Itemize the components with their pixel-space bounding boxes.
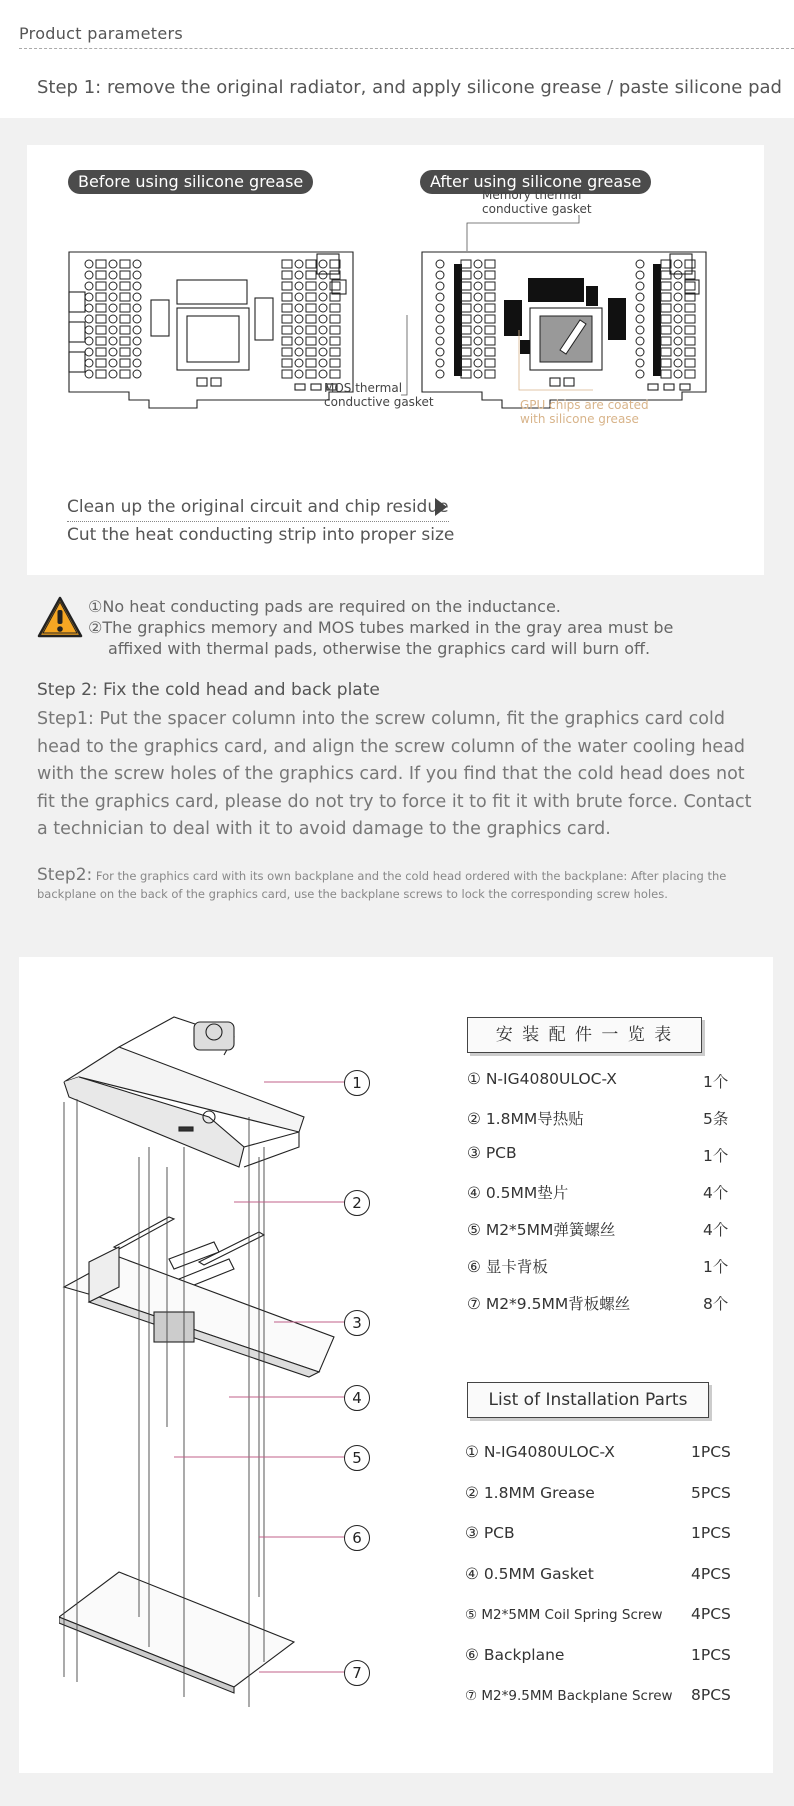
pcb-component	[120, 370, 130, 378]
part-name: ② 1.8MM导热贴	[467, 1110, 584, 1128]
pcb-component	[685, 337, 695, 345]
warning-note-2-cont: affixed with thermal pads, otherwise the graphics card will burn off.	[108, 639, 651, 658]
pcb-component	[485, 359, 495, 367]
part-qty: 4个	[703, 1184, 729, 1202]
pcb-component	[282, 304, 292, 312]
pcb-component	[282, 348, 292, 356]
pcb-component	[109, 370, 117, 378]
pcb-component	[295, 304, 303, 312]
step2-paragraph-2	[37, 866, 767, 903]
pcb-component	[436, 271, 444, 279]
pcb-component	[133, 293, 141, 301]
pcb-component	[674, 315, 682, 323]
pcb-component	[636, 326, 644, 334]
pcb-component	[485, 337, 495, 345]
pcb-component	[282, 293, 292, 301]
pcb-component	[306, 304, 316, 312]
pcb-component	[96, 271, 106, 279]
pcb-component	[85, 359, 93, 367]
pcb-component	[661, 370, 671, 378]
pcb-component	[120, 293, 130, 301]
pcb-component	[109, 348, 117, 356]
pcb-component	[674, 370, 682, 378]
pcb-component	[474, 326, 482, 334]
pcb-component	[319, 271, 327, 279]
pcb-component	[461, 315, 471, 323]
pcb-component	[109, 271, 117, 279]
pcb-component	[282, 337, 292, 345]
pcb-component	[436, 260, 444, 268]
pcb-component	[636, 337, 644, 345]
part-qty: 1个	[703, 1147, 729, 1165]
part-name: ③ PCB	[467, 1144, 517, 1162]
pcb-component	[85, 337, 93, 345]
pcb-component	[109, 293, 117, 301]
pcb-component	[96, 304, 106, 312]
pcb-component	[120, 326, 130, 334]
pcb-component	[661, 359, 671, 367]
part-qty: 4PCS	[691, 1564, 731, 1583]
pcb-component	[133, 370, 141, 378]
part-qty: 5PCS	[691, 1483, 731, 1502]
gpu-grease-annotation: GPU chips are coated with silicone grease	[520, 398, 649, 426]
pcb-component	[461, 326, 471, 334]
pcb-component	[461, 337, 471, 345]
pcb-component	[474, 337, 482, 345]
pcb-component	[295, 271, 303, 279]
part-name: ⑥ 显卡背板	[467, 1258, 548, 1276]
memory-leader-line	[447, 215, 587, 295]
installation-parts-panel	[19, 957, 773, 1773]
callout-1: 1	[344, 1070, 370, 1096]
pcb-component	[685, 271, 695, 279]
pcb-component	[295, 293, 303, 301]
pcb-component	[661, 348, 671, 356]
pcb-component	[96, 337, 106, 345]
pcb-component	[282, 315, 292, 323]
pcb-component	[319, 304, 327, 312]
pcb-component	[282, 271, 292, 279]
pcb-component	[120, 282, 130, 290]
mos-leader-line	[397, 315, 437, 405]
pcb-component	[485, 370, 495, 378]
callout-7: 7	[344, 1660, 370, 1686]
part-name: ④ 0.5MM Gasket	[465, 1564, 594, 1583]
pcb-component	[85, 315, 93, 323]
pcb-before-diagram	[67, 250, 387, 440]
pcb-component	[109, 337, 117, 345]
pcb-component	[306, 370, 316, 378]
clean-instruction: Clean up the original circuit and chip residue	[67, 497, 449, 517]
instruction-divider	[67, 521, 449, 522]
pcb-component	[295, 315, 303, 323]
mos-gasket-annotation: MOS thermal conductive gasket	[324, 381, 434, 409]
part-name: ② 1.8MM Grease	[465, 1483, 595, 1502]
pcb-component	[133, 260, 141, 268]
part-qty: 1个	[703, 1073, 729, 1091]
part-qty: 1PCS	[691, 1524, 731, 1542]
pcb-component	[636, 304, 644, 312]
pcb-component	[85, 370, 93, 378]
part-name: ⑦ M2*9.5MM Backplane Screw	[465, 1688, 673, 1704]
pcb-component	[120, 260, 130, 268]
step1-heading: Step 1: remove the original radiator, and apply silicone grease / paste silicone pad	[37, 77, 782, 98]
pcb-component	[96, 293, 106, 301]
pcb-component	[330, 359, 340, 367]
part-qty: 4个	[703, 1221, 729, 1239]
part-name: ① N-IG4080ULOC-X	[467, 1070, 617, 1088]
pcb-component	[96, 260, 106, 268]
pcb-component	[685, 282, 695, 290]
pcb-component	[474, 304, 482, 312]
pcb-component	[485, 348, 495, 356]
pcb-component	[685, 370, 695, 378]
pcb-component	[330, 326, 340, 334]
pcb-component	[85, 271, 93, 279]
pcb-component	[319, 315, 327, 323]
pcb-component	[485, 326, 495, 334]
part-name: ⑤ M2*5MM Coil Spring Screw	[465, 1607, 663, 1623]
pcb-component	[685, 315, 695, 323]
pcb-component	[85, 304, 93, 312]
pcb-component	[330, 304, 340, 312]
pcb-component	[120, 304, 130, 312]
pcb-component	[636, 293, 644, 301]
warning-note-2: ②The graphics memory and MOS tubes marked in the gray area must be	[88, 618, 674, 637]
callout-5: 5	[344, 1445, 370, 1471]
pcb-component	[330, 370, 340, 378]
en-parts-title: List of Installation Parts	[467, 1382, 709, 1418]
part-name: ⑦ M2*9.5MM背板螺丝	[467, 1295, 631, 1313]
pcb-component	[674, 337, 682, 345]
pcb-component	[85, 293, 93, 301]
pcb-component	[319, 337, 327, 345]
pcb-component	[306, 271, 316, 279]
step2-label: Step2:	[37, 865, 93, 885]
pcb-component	[133, 282, 141, 290]
pcb-component	[661, 304, 671, 312]
pcb-component	[282, 326, 292, 334]
pcb-component	[661, 315, 671, 323]
pcb-component	[133, 271, 141, 279]
pcb-component	[109, 326, 117, 334]
pcb-component	[661, 293, 671, 301]
pcb-component	[685, 359, 695, 367]
pcb-component	[636, 348, 644, 356]
pcb-component	[436, 326, 444, 334]
part-qty: 1PCS	[691, 1443, 731, 1461]
part-name: ⑤ M2*5MM弹簧螺丝	[467, 1221, 616, 1239]
part-qty: 5条	[703, 1110, 729, 1128]
pcb-component	[685, 260, 695, 268]
pcb-component	[674, 348, 682, 356]
pcb-component	[282, 282, 292, 290]
pcb-component	[306, 282, 316, 290]
callout-4: 4	[344, 1385, 370, 1411]
part-name: ③ PCB	[465, 1524, 515, 1542]
pcb-component	[436, 293, 444, 301]
pcb-component	[636, 260, 644, 268]
part-qty: 4PCS	[691, 1605, 731, 1623]
pcb-component	[306, 359, 316, 367]
pcb-component	[685, 304, 695, 312]
pcb-component	[319, 282, 327, 290]
warning-triangle-icon	[37, 596, 83, 638]
play-arrow-icon	[435, 498, 447, 516]
pcb-component	[330, 315, 340, 323]
before-label: Before using silicone grease	[68, 170, 313, 194]
pcb-component	[96, 326, 106, 334]
section-title: Product parameters	[19, 24, 184, 43]
pcb-component	[636, 282, 644, 290]
pcb-component	[474, 348, 482, 356]
pcb-component	[133, 304, 141, 312]
pcb-component	[485, 304, 495, 312]
pcb-component	[306, 260, 316, 268]
pcb-component	[109, 315, 117, 323]
pcb-component	[636, 370, 644, 378]
pcb-component	[96, 282, 106, 290]
pcb-component	[474, 359, 482, 367]
pcb-component	[306, 337, 316, 345]
pcb-component	[120, 359, 130, 367]
pcb-component	[85, 348, 93, 356]
pcb-component	[685, 326, 695, 334]
pcb-component	[133, 348, 141, 356]
pcb-component	[436, 337, 444, 345]
pcb-component	[319, 326, 327, 334]
part-name: ① N-IG4080ULOC-X	[465, 1443, 615, 1461]
exploded-assembly-diagram	[59, 997, 459, 1717]
part-qty: 1个	[703, 1258, 729, 1276]
pcb-component	[436, 359, 444, 367]
pcb-component	[109, 282, 117, 290]
pcb-component	[109, 304, 117, 312]
pcb-component	[133, 326, 141, 334]
pcb-component	[636, 315, 644, 323]
pcb-component	[96, 370, 106, 378]
pcb-component	[674, 260, 682, 268]
after-label: After using silicone grease	[420, 170, 651, 194]
pcb-component	[295, 348, 303, 356]
title-divider	[19, 48, 794, 49]
pcb-component	[436, 304, 444, 312]
pcb-component	[461, 359, 471, 367]
pcb-component	[120, 348, 130, 356]
part-qty: 8个	[703, 1295, 729, 1313]
pcb-component	[109, 359, 117, 367]
pcb-component	[282, 359, 292, 367]
pcb-component	[674, 293, 682, 301]
pcb-component	[109, 260, 117, 268]
pcb-component	[85, 282, 93, 290]
pcb-component	[96, 315, 106, 323]
pcb-component	[661, 337, 671, 345]
pcb-component	[674, 326, 682, 334]
pcb-component	[295, 326, 303, 334]
pcb-component	[674, 282, 682, 290]
callout-2: 2	[344, 1190, 370, 1216]
pcb-component	[120, 315, 130, 323]
part-name: ④ 0.5MM垫片	[467, 1184, 569, 1202]
pcb-component	[96, 348, 106, 356]
silicone-grease-panel	[27, 145, 764, 575]
pcb-component	[306, 326, 316, 334]
part-name: ⑥ Backplane	[465, 1645, 565, 1664]
cut-instruction: Cut the heat conducting strip into proper size	[67, 525, 455, 545]
cn-parts-title: 安 装 配 件 一 览 表	[467, 1017, 702, 1053]
pcb-component	[674, 271, 682, 279]
pcb-component	[96, 359, 106, 367]
pcb-component	[319, 260, 327, 268]
pcb-component	[85, 326, 93, 334]
pcb-component	[295, 282, 303, 290]
pcb-component	[319, 370, 327, 378]
pcb-component	[306, 315, 316, 323]
pcb-component	[319, 348, 327, 356]
header	[0, 0, 794, 118]
pcb-component	[636, 271, 644, 279]
pcb-component	[330, 337, 340, 345]
pcb-component	[295, 359, 303, 367]
pcb-component	[661, 282, 671, 290]
pcb-component	[674, 304, 682, 312]
pcb-component	[474, 370, 482, 378]
pcb-component	[282, 260, 292, 268]
pcb-component	[330, 348, 340, 356]
step2-heading: Step 2: Fix the cold head and back plate	[37, 680, 380, 700]
part-qty: 8PCS	[691, 1686, 731, 1704]
pcb-component	[85, 260, 93, 268]
pcb-component	[306, 348, 316, 356]
pcb-component	[461, 370, 471, 378]
pcb-component	[461, 304, 471, 312]
pcb-component	[133, 337, 141, 345]
gpu-leader-line	[497, 330, 597, 400]
pcb-component	[120, 271, 130, 279]
pcb-component	[474, 315, 482, 323]
pcb-component	[461, 348, 471, 356]
pcb-component	[295, 337, 303, 345]
pcb-component	[319, 293, 327, 301]
pcb-component	[436, 370, 444, 378]
pcb-component	[295, 370, 303, 378]
part-qty: 1PCS	[691, 1645, 731, 1664]
pcb-component	[436, 282, 444, 290]
pcb-component	[485, 315, 495, 323]
callout-3: 3	[344, 1310, 370, 1336]
pcb-component	[674, 359, 682, 367]
step2-paragraph-1: Step1: Put the spacer column into the screw column, fit the graphics card cold head to the graphics card, and align the screw column of the water cooling head with the screw holes of the graphics card. If you find that the cold head does not fit the graphics card, please do not try to force it to fit it with brute force. Contact a technician to deal with it to avoid damage to the graphics card.	[37, 709, 752, 839]
callout-6: 6	[344, 1525, 370, 1551]
pcb-component	[685, 348, 695, 356]
pcb-component	[436, 348, 444, 356]
pcb-component	[636, 359, 644, 367]
pcb-component	[319, 359, 327, 367]
pcb-component	[120, 337, 130, 345]
pcb-component	[436, 315, 444, 323]
step2-paragraph-2-text: For the graphics card with its own backplane and the cold head ordered with the backplane: After placing the backplane on the back of the graphics card, use the backplane screws to lock the corresponding screw holes.	[37, 869, 727, 901]
pcb-component	[133, 359, 141, 367]
pcb-component	[295, 260, 303, 268]
warning-note-1: ①No heat conducting pads are required on the inductance.	[88, 597, 561, 616]
memory-gasket-annotation: Memory thermal conductive gasket	[482, 188, 592, 216]
pcb-component	[661, 326, 671, 334]
pcb-component	[282, 370, 292, 378]
pcb-component	[306, 293, 316, 301]
pcb-component	[133, 315, 141, 323]
